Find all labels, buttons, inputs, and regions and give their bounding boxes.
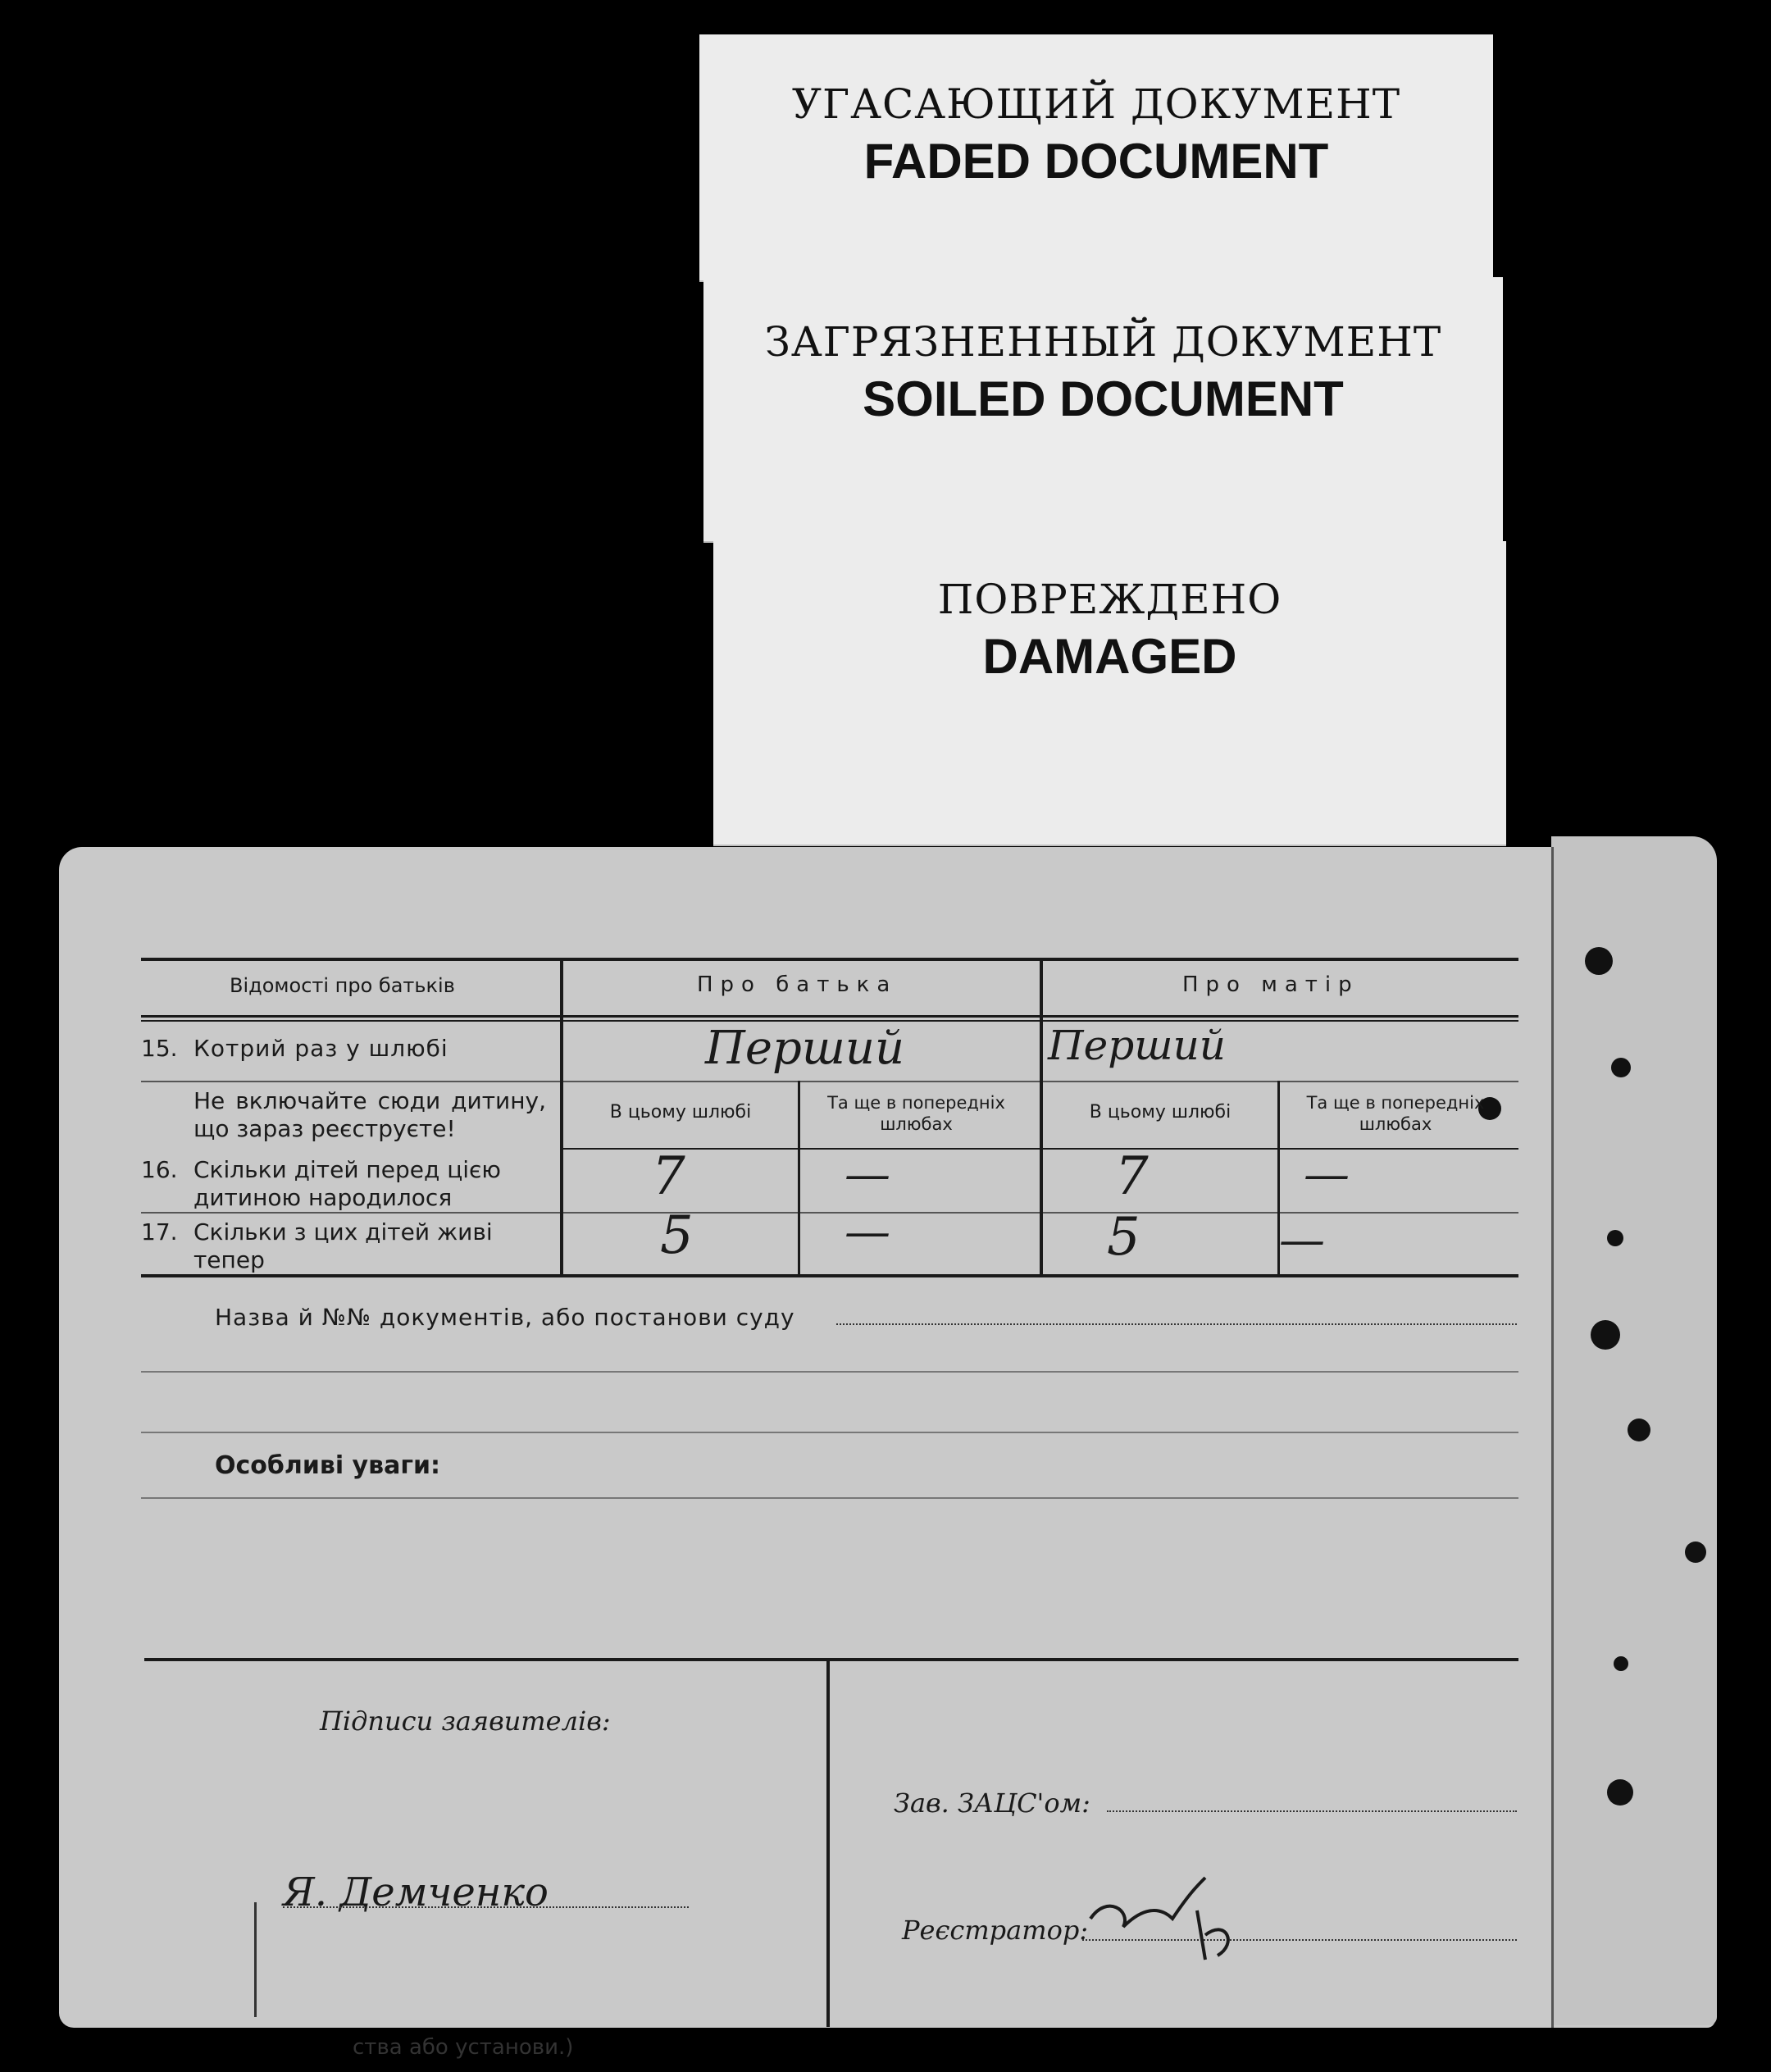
row17-mother-this: 5 — [1107, 1207, 1140, 1268]
damaged-document-label — [713, 541, 1506, 845]
applicant-signature: Я. Демченко — [283, 1869, 549, 1915]
row16-label: Скільки дітей перед цією дитиною народилося — [193, 1156, 501, 1211]
header-mother: Про матір — [1182, 972, 1359, 997]
head-zags-line — [1107, 1810, 1517, 1812]
row17-mother-prev: — — [1279, 1214, 1325, 1267]
registrar-signature — [1082, 1861, 1263, 1984]
soiled-label-en: SOILED DOCUMENT — [863, 371, 1344, 426]
signature-line — [283, 1906, 689, 1908]
documents-line — [836, 1323, 1517, 1325]
row-line — [141, 1081, 1518, 1082]
row16-number: 16. — [141, 1156, 178, 1183]
row15-label: Котрий раз у шлюбі — [193, 1035, 448, 1062]
punch-hole — [1607, 1230, 1623, 1246]
documents-line — [141, 1432, 1518, 1433]
documents-label: Назва й №№ документів, або постанови суду — [215, 1304, 795, 1331]
soiled-label-ru: ЗАГРЯЗНЕННЫЙ ДОКУМЕНТ — [764, 318, 1442, 366]
table-header-border — [141, 1015, 1518, 1018]
fold-line — [1551, 847, 1554, 2028]
signatures-divider — [826, 1658, 830, 2027]
father-this-marriage: В цьому шлюбі — [609, 1102, 752, 1123]
special-notes-line — [141, 1497, 1518, 1499]
mother-prev-marriages: Та ще в попередніх шлюбах — [1306, 1093, 1485, 1134]
header-father: Про батька — [697, 972, 898, 997]
row17-father-this: 5 — [660, 1205, 694, 1266]
punch-hole — [1607, 1779, 1633, 1806]
special-notes-label: Особливі уваги: — [215, 1451, 441, 1480]
row16-father-prev: — — [845, 1148, 890, 1201]
row16-mother-this: 7 — [1115, 1146, 1149, 1207]
documents-line — [141, 1371, 1518, 1373]
punch-hole — [1591, 1320, 1620, 1350]
row15-number: 15. — [141, 1035, 178, 1062]
damaged-label-ru: ПОВРЕЖДЕНО — [937, 576, 1282, 623]
table-top-border — [141, 958, 1518, 961]
head-zags-label: Зав. ЗАЦС'ом: — [894, 1787, 1090, 1819]
soiled-document-label — [703, 277, 1503, 541]
signature-bracket — [254, 1902, 257, 2017]
row15-mother-value: Перший — [1048, 1022, 1226, 1069]
punch-hole — [1585, 947, 1613, 975]
father-prev-marriages: Та ще в попередніх шлюбах — [827, 1093, 1005, 1134]
row17-label: Скільки з цих дітей живі тепер — [193, 1218, 493, 1273]
damaged-label-en: DAMAGED — [982, 629, 1237, 684]
faded-label-en: FADED DOCUMENT — [863, 134, 1329, 189]
row15-father-value: Перший — [705, 1022, 905, 1075]
signatures-top-border — [144, 1658, 1518, 1661]
punch-hole — [1628, 1419, 1650, 1441]
faded-label-ru: УГАСАЮЩИЙ ДОКУМЕНТ — [791, 80, 1401, 128]
registrar-label: Реєстратор: — [902, 1915, 1089, 1946]
table-bottom-border — [141, 1274, 1518, 1277]
applicants-signatures-label: Підписи заявителів: — [320, 1705, 611, 1737]
row16-father-this: 7 — [652, 1146, 685, 1207]
punch-hole — [1685, 1541, 1706, 1563]
header-parents-info: Відомості про батьків — [230, 974, 455, 997]
note-label: Не включайте сюди дитину, що зараз реєструєте! — [193, 1087, 546, 1142]
row16-mother-prev: — — [1304, 1148, 1350, 1201]
bottom-fragment-text: ства або установи.) — [353, 2035, 574, 2060]
col-line — [798, 1081, 800, 1277]
punch-hole — [1614, 1656, 1628, 1671]
mother-this-marriage: В цьому шлюбі — [1089, 1102, 1232, 1123]
row17-father-prev: — — [845, 1205, 890, 1259]
row17-number: 17. — [141, 1218, 178, 1245]
faded-document-label — [699, 34, 1493, 280]
punch-hole — [1611, 1058, 1631, 1077]
